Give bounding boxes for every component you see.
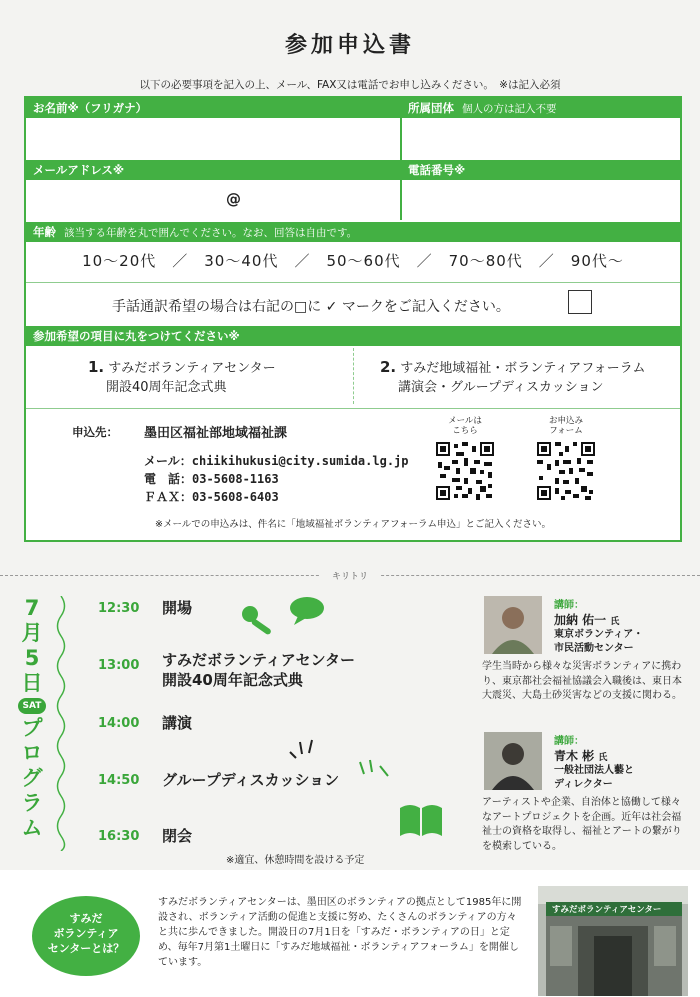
option-2[interactable] bbox=[380, 358, 645, 397]
speaker-1-name: 加納 佑一 bbox=[554, 613, 607, 627]
email-field[interactable] bbox=[26, 180, 400, 220]
about-bubble-line3: センターとは？ bbox=[47, 942, 125, 955]
date-char: 7 bbox=[24, 596, 40, 620]
title-char: グ bbox=[21, 766, 43, 790]
qr-email-caption bbox=[430, 416, 500, 436]
option-2-number: 2. bbox=[380, 358, 397, 376]
items-label: 参加希望の項目に丸をつけてください※ bbox=[33, 329, 240, 343]
program-time: 12:30 bbox=[98, 601, 140, 616]
org-note: 個人の方は記入不要 bbox=[462, 103, 557, 115]
speaker-2-name-wrap bbox=[554, 747, 607, 764]
age-options[interactable]: 10～20代 ／ 30～40代 ／ 50～60代 ／ 70～80代 ／ 90代～ bbox=[82, 252, 624, 270]
contact-email[interactable]: メール：chiikihukusi@city.sumida.lg.jp bbox=[144, 454, 409, 468]
speaker-2-role: 講師： bbox=[554, 736, 584, 747]
program-event-line1: すみだボランティアセンター bbox=[162, 651, 356, 669]
speaker-2-honorific: 氏 bbox=[598, 753, 608, 763]
speaker-1-honorific: 氏 bbox=[610, 617, 620, 627]
form-title: 参加申込書 bbox=[284, 33, 415, 58]
title-char: ム bbox=[21, 816, 43, 840]
option-1-line2: 開設40周年記念式典 bbox=[106, 380, 227, 395]
apply-to-dept: 墨田区福祉部地域福祉課 bbox=[144, 426, 288, 441]
application-form bbox=[24, 96, 682, 542]
program-time: 13:00 bbox=[98, 658, 140, 673]
age-header bbox=[26, 222, 680, 242]
sign-language-text: 手話通訳希望の場合は右記の□に ✓ マークをご記入ください。 bbox=[112, 299, 510, 315]
speaker-2-org-line2: ディレクター bbox=[554, 779, 613, 790]
wavy-line-decoration bbox=[54, 596, 68, 851]
name-field[interactable] bbox=[26, 118, 400, 158]
contact-phone: 電 話：03-5608-1163 bbox=[144, 472, 279, 486]
speaker-1-photo bbox=[484, 596, 542, 654]
option-2-line2: 講演会・グループディスカッション bbox=[398, 380, 604, 395]
email-at-sign: @ bbox=[226, 190, 241, 208]
program-event: 開場 bbox=[162, 599, 193, 617]
email-label: メールアドレス※ bbox=[33, 163, 125, 177]
microphone-icon bbox=[240, 604, 280, 636]
option-1-line1: すみだボランティアセンター bbox=[108, 361, 276, 376]
program-event: 閉会 bbox=[162, 827, 193, 845]
phone-field[interactable] bbox=[402, 180, 680, 220]
speaker-1-org-line2: 市民活動センター bbox=[554, 643, 634, 654]
email-note: ※メールでの申込みは、件名に「地域福祉ボランティアフォーラム申込」とご記入ください。 bbox=[155, 519, 551, 530]
speaker-1-role: 講師： bbox=[554, 600, 584, 611]
org-label-wrap bbox=[408, 98, 557, 119]
sat-badge: SAT bbox=[18, 698, 46, 714]
speaker-2-bio: アーティストや企業、自治体と協働して様々なアートプロジェクトを企画。近年は社会福祉士の資格を取得し、福祉とアートの繋がりを模索している。 bbox=[482, 797, 682, 852]
about-body: すみだボランティアセンターは、墨田区のボランティアの拠点として1985年に開設され、ボランティア活動の促進と支援に努め、たくさんのボランティアの方々と共に歩んできました。開設日の7月1日を「すみだ・ボランティアの日」と定め、毎年7月第1土曜日に「すみだ地域福祉・ボランティアフォーラム」を開催しています。 bbox=[158, 897, 522, 968]
book-icon bbox=[398, 802, 444, 838]
speaker-1-bio: 学生当時から様々な災害ボランティアに携わり、東京都社会福祉協議会入職後は、東日本大震災、大島土砂災害などの支援に関わる。 bbox=[482, 661, 682, 701]
age-label: 年齢 bbox=[33, 225, 56, 239]
speaker-2-name: 青木 彬 bbox=[554, 749, 595, 763]
qr-email-caption-2: こちら bbox=[452, 426, 478, 436]
building-photo bbox=[538, 886, 688, 996]
program-vertical-title bbox=[18, 596, 46, 841]
name-label: お名前※（フリガナ） bbox=[33, 101, 148, 115]
title-char: ロ bbox=[21, 741, 43, 765]
qr-email-caption-1: メールは bbox=[448, 416, 482, 426]
sparkle-lines-icon bbox=[356, 756, 392, 782]
contact-fax: ＦＡＸ：03-5608-6403 bbox=[144, 490, 279, 504]
name-org-header bbox=[26, 98, 680, 118]
speaker-2-org bbox=[554, 764, 634, 792]
option-1[interactable] bbox=[88, 358, 276, 397]
qr-form-caption-2: フォーム bbox=[549, 426, 583, 436]
speech-bubble-icon bbox=[288, 596, 328, 626]
age-note: 該当する年齢を丸で囲んでください。なお、回答は自由です。 bbox=[64, 227, 358, 239]
speaker-2-org-line1: 一般社団法人藝と bbox=[554, 765, 634, 776]
title-char: プ bbox=[21, 716, 43, 740]
program-note: ※適宜、休憩時間を設ける予定 bbox=[226, 855, 365, 866]
about-bubble bbox=[32, 896, 140, 976]
date-char: 月 bbox=[21, 621, 43, 645]
cut-label: キリトリ bbox=[320, 569, 380, 582]
qr-form-caption-1: お申込み bbox=[548, 416, 583, 426]
org-label: 所属団体 bbox=[408, 101, 454, 115]
sparkle-lines-icon bbox=[286, 736, 326, 760]
title-char: ラ bbox=[21, 791, 43, 815]
speaker-2-photo bbox=[484, 732, 542, 790]
program-time: 14:50 bbox=[98, 773, 140, 788]
option-2-line1: すみだ地域福祉・ボランティアフォーラム bbox=[400, 361, 646, 376]
divider bbox=[26, 408, 680, 409]
qr-code-email[interactable] bbox=[436, 442, 494, 500]
about-bubble-line2: ボランティア bbox=[53, 927, 119, 940]
org-field[interactable] bbox=[402, 118, 680, 158]
apply-to-label: 申込先： bbox=[72, 425, 118, 439]
qr-code-form[interactable] bbox=[537, 442, 595, 500]
email-phone-header bbox=[26, 160, 680, 180]
program-event-line2: 開設40周年記念式典 bbox=[162, 671, 303, 689]
program-time: 14:00 bbox=[98, 716, 140, 731]
phone-label: 電話番号※ bbox=[408, 163, 466, 177]
program-event: グループディスカッション bbox=[162, 771, 340, 789]
program-time: 16:30 bbox=[98, 829, 140, 844]
date-char: 日 bbox=[21, 671, 43, 695]
about-bubble-line1: すみだ bbox=[69, 912, 103, 925]
items-header bbox=[26, 326, 680, 346]
option-1-number: 1. bbox=[88, 358, 105, 376]
program-event bbox=[162, 650, 355, 690]
form-instructions: 以下の必要事項を記入の上、メール、FAX又は電話でお申し込みください。 ※は記入必須 bbox=[139, 79, 561, 91]
divider bbox=[26, 282, 680, 283]
qr-form-caption bbox=[531, 416, 601, 436]
building-sign: すみだボランティアセンター bbox=[552, 905, 662, 915]
sign-language-checkbox[interactable] bbox=[568, 290, 592, 314]
speaker-1-org-line1: 東京ボランティア・ bbox=[554, 629, 644, 640]
date-char: 5 bbox=[24, 646, 40, 670]
speaker-1-org bbox=[554, 628, 643, 656]
program-event: 講演 bbox=[162, 714, 193, 732]
divider bbox=[353, 348, 354, 404]
speaker-1-name-wrap bbox=[554, 611, 619, 628]
